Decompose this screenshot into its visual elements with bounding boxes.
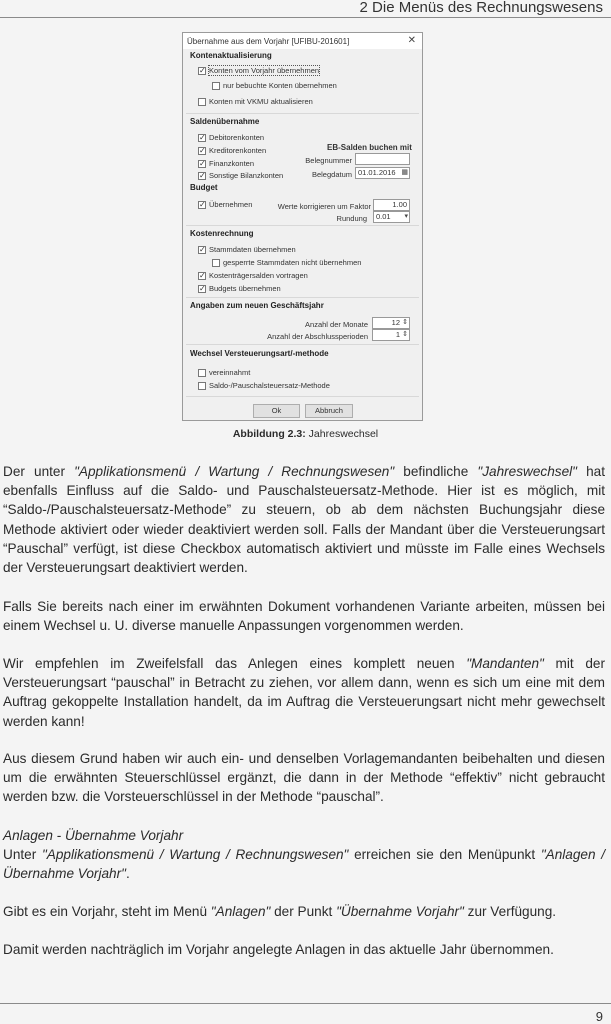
checkbox-budgets[interactable]: ✓ Budgets übernehmen: [199, 283, 281, 293]
paragraph-2: Falls Sie bereits nach einer im erwähnten Dokument vorhandenen Variante arbeiten, müssen bei einem Wechsel u. U. diverse manuelle Anpassungen vorgenommen werden.: [3, 599, 605, 634]
section-saldenuebernahme: Saldenübernahme: [190, 117, 260, 126]
section-divider: [186, 396, 419, 397]
belegnummer-input[interactable]: [355, 153, 410, 165]
dialog-titlebar: [183, 33, 422, 49]
checkbox-unchecked-icon: [198, 98, 206, 106]
eb-salden-heading: EB-Salden buchen mit: [327, 143, 412, 152]
close-icon[interactable]: ✕: [407, 35, 416, 46]
subheading-anlagen: Anlagen - Übernahme Vorjahr: [3, 828, 184, 843]
checkbox-checked-icon: ✓: [199, 283, 206, 293]
section-budget: Budget: [190, 183, 218, 192]
monate-label: Anzahl der Monate: [305, 320, 368, 329]
ok-button[interactable]: Ok: [253, 404, 300, 418]
checkbox-saldo-pauschal[interactable]: Saldo-/Pauschalsteuersatz-Methode: [198, 381, 330, 390]
section-geschaeftsjahr: Angaben zum neuen Geschäftsjahr: [190, 301, 324, 310]
checkbox-checked-icon: ✓: [199, 170, 206, 180]
faktor-label: Werte korrigieren um Faktor: [277, 202, 371, 211]
paragraph-4: Aus diesem Grund haben wir auch ein- und denselben Vorlagemandanten beibehalten und diesen um die erwähnten Steuerschlüssel ergänzt, die dann in der Methode “effektiv” nicht gebraucht werden bzw. die Vorsteuerschlüssel in der Methode “pauschal”.: [3, 751, 605, 805]
figure-caption: Abbildung 2.3: Jahreswechsel: [232, 428, 379, 440]
checkbox-stammdaten[interactable]: ✓ Stammdaten übernehmen: [199, 244, 296, 254]
perioden-stepper[interactable]: 1 ⇕: [372, 329, 410, 341]
dialog-title: Übernahme aus dem Vorjahr [UFIBU-201601]: [187, 37, 350, 46]
section-divider: [186, 225, 419, 226]
perioden-label: Anzahl der Abschlussperioden: [267, 332, 368, 341]
checkbox-finanzkonten[interactable]: ✓ Finanzkonten: [199, 158, 255, 168]
checkbox-gesperrte-stammdaten[interactable]: gesperrte Stammdaten nicht übernehmen: [212, 258, 361, 267]
section-divider: [186, 113, 419, 114]
belegdatum-label: Belegdatum: [311, 170, 352, 179]
checkbox-vkmu[interactable]: Konten mit VKMU aktualisieren: [198, 97, 313, 106]
paragraph-7: Damit werden nachträglich im Vorjahr angelegte Anlagen in das aktuelle Jahr übernommen.: [3, 942, 554, 957]
section-wechsel: Wechsel Versteuerungsart/-methode: [190, 349, 329, 358]
checkbox-unchecked-icon: [198, 369, 206, 377]
checkbox-unchecked-icon: [212, 82, 220, 90]
footer-divider: [0, 1003, 611, 1004]
checkbox-sonstige-bilanzkonten[interactable]: ✓ Sonstige Bilanzkonten: [199, 170, 284, 180]
paragraph-5: Unter "Applikationsmenü / Wartung / Rechnungswesen" erreichen sie den Menüpunkt "Anlagen / Übernahme Vorjahr".: [3, 847, 605, 882]
chapter-header: 2 Die Menüs des Rechnungswesens: [359, 0, 603, 16]
paragraph-3: Wir empfehlen im Zweifelsfall das Anlegen eines komplett neuen "Mandanten" mit der Versteuerungsart “pauschal” in Betracht zu ziehen, vor allem dann, wenn es sich um eine mit dem Auftrag gekoppelte Installation handelt, da im Auftrag die Versteuerungsart nicht mehr gewechselt werden kann!: [3, 656, 605, 729]
header-divider: [0, 17, 611, 18]
checkbox-kostentraegersalden[interactable]: ✓ Kostenträgersalden vortragen: [199, 270, 308, 280]
checkbox-checked-icon: ✓: [199, 65, 206, 75]
checkbox-konten-vorjahr[interactable]: ✓ Konten vom Vorjahr übernehmen: [199, 65, 320, 75]
checkbox-unchecked-icon: [212, 259, 220, 267]
section-kontenaktualisierung: Kontenaktualisierung: [190, 51, 272, 60]
paragraph-1: Der unter "Applikationsmenü / Wartung / Rechnungswesen" befindliche "Jahreswechsel" hat ebenfalls Einfluss auf die Saldo- und Pauschalsteuersatz-Methode. Hier ist es möglich, mit “Saldo-/Pauschalsteuersatz-Methode” zu steuern, ob ab dem nächsten Buchungsjahr diese Methode aktiviert oder wieder deaktiviert werden soll. Falls der Mandant über die Versteuerungsart “Pauschal” verfügt, ist diese Checkbox automatisch aktiviert und müsste im Falle eines Wechsels der Versteuerungsart deaktiviert werden.: [3, 464, 605, 576]
paragraph-6: Gibt es ein Vorjahr, steht im Menü "Anlagen" der Punkt "Übernahme Vorjahr" zur Verfügung.: [3, 904, 557, 919]
belegnummer-label: Belegnummer: [305, 156, 352, 165]
section-divider: [186, 344, 419, 345]
checkbox-checked-icon: ✓: [199, 270, 206, 280]
section-kostenrechnung: Kostenrechnung: [190, 229, 254, 238]
spinner-icon[interactable]: ⇕: [402, 331, 408, 338]
checkbox-unchecked-icon: [198, 382, 206, 390]
checkbox-debitorenkonten[interactable]: ✓ Debitorenkonten: [199, 132, 265, 142]
checkbox-checked-icon: ✓: [199, 244, 206, 254]
chevron-down-icon: ▾: [404, 213, 408, 220]
checkbox-vereinnahmt[interactable]: vereinnahmt: [198, 368, 250, 377]
rundung-label: Rundung: [336, 214, 367, 223]
monate-stepper[interactable]: 12 ⇕: [372, 317, 410, 329]
checkbox-checked-icon: ✓: [199, 199, 206, 209]
checkbox-checked-icon: ✓: [199, 158, 206, 168]
checkbox-nur-bebuchte[interactable]: nur bebuchte Konten übernehmen: [212, 81, 337, 90]
checkbox-kreditorenkonten[interactable]: ✓ Kreditorenkonten: [199, 145, 267, 155]
checkbox-checked-icon: ✓: [199, 132, 206, 142]
calendar-icon[interactable]: ▦: [401, 169, 408, 176]
section-divider: [186, 297, 419, 298]
year-transfer-dialog: [182, 32, 423, 421]
spinner-icon[interactable]: ⇕: [402, 319, 408, 326]
belegdatum-input[interactable]: 01.01.2016 ▦: [355, 167, 410, 179]
checkbox-checked-icon: ✓: [199, 145, 206, 155]
faktor-input[interactable]: 1.00: [373, 199, 410, 211]
page-number: 9: [595, 1009, 603, 1024]
rundung-select[interactable]: 0.01 ▾: [373, 211, 410, 223]
checkbox-budget-uebernehmen[interactable]: ✓ Übernehmen: [199, 199, 253, 209]
cancel-button[interactable]: Abbruch: [305, 404, 353, 418]
